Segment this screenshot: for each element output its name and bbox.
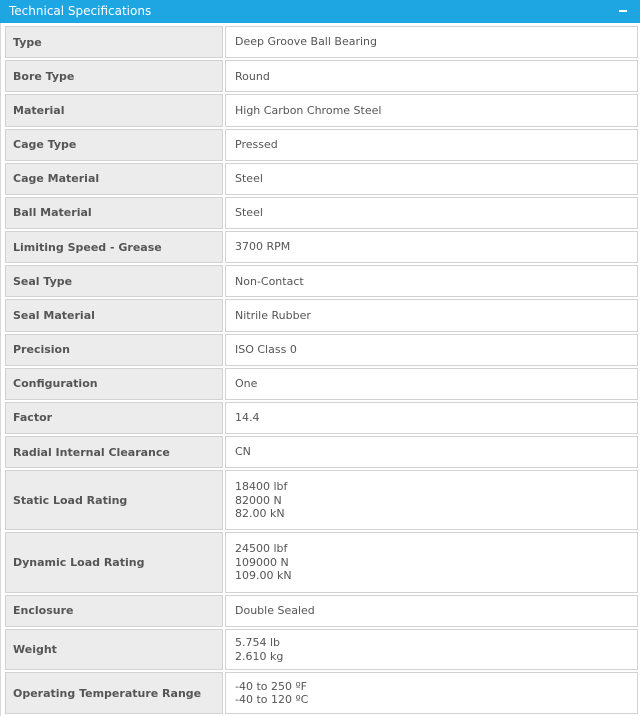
- spec-value: [225, 368, 638, 400]
- spec-row: [5, 595, 638, 627]
- spec-value-line: Deep Groove Ball Bearing: [235, 35, 378, 49]
- spec-value-line: 24500 lbf: [235, 542, 288, 556]
- spec-label: Static Load Rating: [5, 470, 223, 530]
- spec-value-line: Round: [235, 69, 270, 83]
- spec-label: Limiting Speed - Grease: [5, 231, 223, 263]
- panel-title: Technical Specifications: [9, 4, 152, 18]
- spec-value: [225, 334, 638, 366]
- spec-label: Dynamic Load Rating: [5, 532, 223, 592]
- spec-label: Type: [5, 26, 223, 58]
- spec-row: [5, 672, 638, 714]
- spec-value-line: -40 to 250 ºF: [235, 679, 308, 693]
- spec-value-line: 14.4: [235, 411, 260, 425]
- spec-value: [225, 60, 638, 92]
- spec-label: Material: [5, 94, 223, 126]
- spec-value-line: 18400 lbf: [235, 480, 288, 494]
- spec-value: [225, 26, 638, 58]
- spec-row: [5, 334, 638, 366]
- panel-header[interactable]: [0, 0, 640, 23]
- spec-row: [5, 368, 638, 400]
- spec-value: [225, 231, 638, 263]
- spec-label: Radial Internal Clearance: [5, 436, 223, 468]
- spec-label: Factor: [5, 402, 223, 434]
- collapse-icon[interactable]: [618, 0, 628, 23]
- spec-value-line: One: [235, 377, 258, 391]
- spec-value: [225, 299, 638, 331]
- spec-label: Bore Type: [5, 60, 223, 92]
- specifications-table: [0, 23, 640, 716]
- spec-label: Cage Material: [5, 163, 223, 195]
- spec-value-line: 109000 N: [235, 555, 289, 569]
- spec-label: Enclosure: [5, 595, 223, 627]
- spec-value-line: Non-Contact: [235, 274, 304, 288]
- spec-value-line: CN: [235, 445, 251, 459]
- spec-label: Seal Type: [5, 265, 223, 297]
- spec-row: [5, 163, 638, 195]
- spec-value: [225, 595, 638, 627]
- spec-value: [225, 470, 638, 530]
- spec-row: [5, 129, 638, 161]
- spec-value-line: 2.610 kg: [235, 649, 284, 663]
- spec-row: [5, 94, 638, 126]
- spec-value: [225, 265, 638, 297]
- spec-value: [225, 402, 638, 434]
- spec-row: [5, 197, 638, 229]
- spec-value: [225, 629, 638, 671]
- spec-value: [225, 532, 638, 592]
- spec-value-line: Double Sealed: [235, 603, 315, 617]
- spec-row: [5, 26, 638, 58]
- spec-label: Configuration: [5, 368, 223, 400]
- spec-value-line: 5.754 lb: [235, 636, 281, 650]
- spec-value-line: 109.00 kN: [235, 569, 292, 583]
- spec-label: Weight: [5, 629, 223, 671]
- spec-value-line: High Carbon Chrome Steel: [235, 103, 382, 117]
- spec-value: [225, 94, 638, 126]
- spec-value: [225, 672, 638, 714]
- spec-row: [5, 532, 638, 592]
- spec-value-line: 82.00 kN: [235, 507, 285, 521]
- spec-row: [5, 402, 638, 434]
- spec-value-line: Steel: [235, 172, 263, 186]
- spec-value: [225, 436, 638, 468]
- spec-value-line: Steel: [235, 206, 263, 220]
- spec-value: [225, 197, 638, 229]
- spec-value-line: Nitrile Rubber: [235, 308, 311, 322]
- spec-label: Operating Temperature Range: [5, 672, 223, 714]
- spec-row: [5, 629, 638, 671]
- spec-row: [5, 231, 638, 263]
- spec-row: [5, 299, 638, 331]
- spec-label: Ball Material: [5, 197, 223, 229]
- spec-row: [5, 60, 638, 92]
- spec-label: Seal Material: [5, 299, 223, 331]
- spec-row: [5, 265, 638, 297]
- spec-value-line: 82000 N: [235, 493, 282, 507]
- spec-row: [5, 436, 638, 468]
- spec-label: Precision: [5, 334, 223, 366]
- spec-value: [225, 129, 638, 161]
- spec-row: [5, 470, 638, 530]
- spec-label: Cage Type: [5, 129, 223, 161]
- spec-value: [225, 163, 638, 195]
- spec-value-line: 3700 RPM: [235, 240, 291, 254]
- spec-value-line: ISO Class 0: [235, 342, 297, 356]
- spec-value-line: Pressed: [235, 137, 278, 151]
- spec-value-line: -40 to 120 ºC: [235, 693, 309, 707]
